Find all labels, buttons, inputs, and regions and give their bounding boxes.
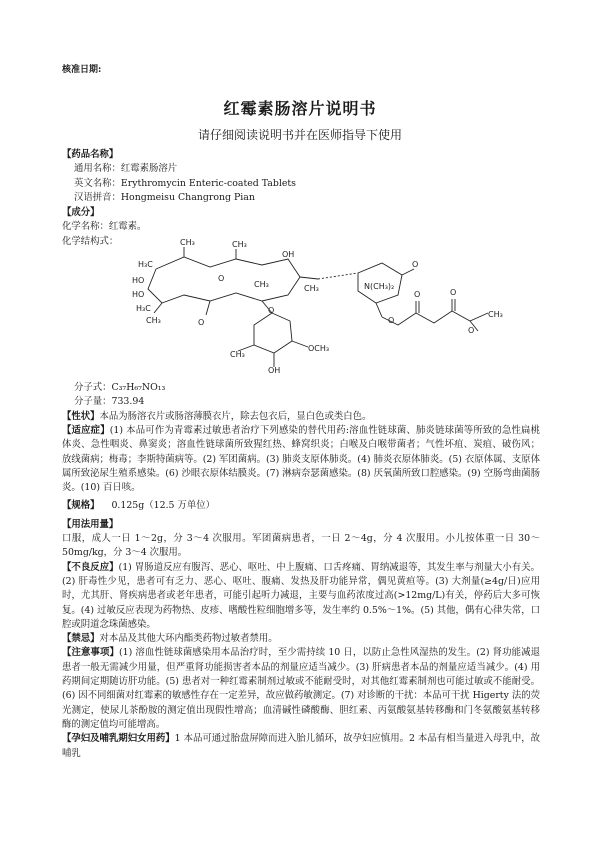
section-text-properties: 本品为肠溶衣片或肠溶薄膜衣片，除去包衣后，显白色或类白色。 [99,410,372,422]
chemical-name: 化学名称：红霉素。 [62,221,147,233]
molecular-formula: 分子式：C₃₇H₆₇NO₁₃ [74,382,166,394]
svg-text:CH₃: CH₃ [180,238,195,248]
svg-text:CH₃: CH₃ [488,310,503,320]
svg-text:O: O [198,318,205,328]
svg-text:OH: OH [282,250,295,260]
section-heading-strength: 【规格】 [62,500,100,512]
approval-date-label: 核准日期: [62,65,102,75]
svg-text:O: O [218,274,225,284]
section-pregnancy [62,732,540,761]
svg-text:O: O [414,290,421,300]
svg-text:O: O [388,316,395,326]
english-name: 英文名称：Erythromycin Enteric-coated Tablets [74,177,296,189]
svg-text:HO: HO [132,276,145,286]
section-dosage [62,518,540,561]
svg-text:O: O [268,306,275,316]
section-heading-indications: 【适应症】 [62,424,110,436]
svg-text:OCH₃: OCH₃ [308,344,330,354]
section-text-strength: 0.125g（12.5 万单位） [111,500,216,512]
section-heading-adverse: 【不良反应】 [62,561,119,573]
section-text-dosage: 口服，成人一日 1～2g，分 3～4 次服用。军团菌病患者，一日 2～4g，分 4 次服用。小儿按体重一日 30～50mg/kg，分 3～4 次服用。 [62,533,540,559]
document-body [62,147,540,761]
section-adverse [62,561,540,632]
section-properties [62,410,540,424]
molecular-weight: 分子量：733.94 [74,396,145,408]
svg-text:CH₃: CH₃ [254,280,269,290]
svg-text:H₃C: H₃C [138,260,153,270]
structure-label: 化学结构式： [62,235,119,247]
section-precautions [62,646,540,732]
section-heading-precautions: 【注意事项】 [62,647,119,659]
section-text-pregnancy: 1 本品可通过胎盘屏障而进入胎儿循环，故孕妇应慎用。2 本品有相当量进入母乳中，故哺乳 [62,733,540,759]
section-heading-ingredients: 【成分】 [62,207,100,219]
section-heading-properties: 【性状】 [62,410,100,422]
section-text-adverse: (1) 胃肠道反应有腹泻、恶心、呕吐、中上腹痛、口舌疼痛、胃纳减退等，其发生率与剂量大小有关。(2) 肝毒性少见，患者可有乏力、恶心、呕吐、腹痛、发热及肝功能异常，偶见黄疸等。(3) 大剂量(≥4g/日)应用时，尤其肝、肾疾病患者或老年患者，可能引起听力减退，主要与血药浓度过高(>12mg/L)有关，停药后大多可恢复。(4) 过敏反应表现为药物热、皮疹、嗜酸性粒细胞增多等，发生率约 0.5%～1%。(5) 其他，偶有心律失常，口腔或阴道念珠菌感染。 [62,561,540,630]
section-strength [62,499,540,513]
svg-text:O: O [450,288,457,298]
chemical-structure-drawing [132,238,512,376]
section-indications [62,424,540,495]
section-text-precautions: (1) 溶血性链球菌感染用本品治疗时，至少需持续 10 日，以防止急性风湿热的发生。(2) 肾功能减退患者一般无需减少用量，但严重肾功能损害者本品的剂量应适当减少。(3) 肝病患者本品的剂量应适当减少。(4) 用药期间定期随访肝功能。(5) 患者对一种红霉素制剂过敏或不能耐受时，对其他红霉素制剂也可能过敏或不能耐受。(6) 因不同细菌对红霉素的敏感性存在一定差异，故应做药敏测定。(7) 对诊断的干扰：本品可干扰 Higerty 法的荧光测定，使尿儿茶酚胺的测定值出现假性增高；血清碱性磷酸酶、胆红素、丙氨酸氨基转移酶和门冬氨酸氨基转移酶的测定值均可能增高。 [62,647,540,730]
pinyin-name: 汉语拼音：Hongmeisu Changrong Pian [74,191,255,203]
svg-text:HO: HO [132,290,145,300]
svg-text:H₃C: H₃C [136,304,151,314]
document-title: 红霉素肠溶片说明书 [223,99,377,118]
section-text-indications: (1) 本品可作为青霉素过敏患者治疗下列感染的替代用药:溶血性链球菌、肺炎链球菌等所致的急性扁桃体炎、急性咽炎、鼻窦炎；溶血性链球菌所致猩红热、蜂窝织炎；白喉及白喉带菌者；气性坏疽、炭疽、破伤风；放线菌病；梅毒；李斯特菌病等。(2) 军团菌病。(3) 肺炎支原体肺炎。(4) 肺炎衣原体肺炎。(5) 衣原体属、支原体属所致泌尿生殖系感染。(6) 沙眼衣原体结膜炎。(7) 淋病奈瑟菌感染。(8) 厌氧菌所致口腔感染。(9) 空肠弯曲菌肠炎。(10) 百日咳。 [62,424,540,494]
svg-text:N(CH₃)₂: N(CH₃)₂ [364,282,395,292]
svg-text:O: O [468,326,475,336]
svg-text:CH₃: CH₃ [304,284,319,294]
section-contraindications [62,632,540,646]
svg-text:CH₃: CH₃ [232,240,247,250]
section-heading-pregnancy: 【孕妇及哺乳期妇女用药】 [62,733,175,745]
svg-text:CH₃: CH₃ [146,316,161,326]
svg-text:O: O [412,260,419,270]
document-subtitle: 请仔细阅读说明书并在医师指导下使用 [197,128,402,142]
svg-text:CH₃: CH₃ [230,350,245,360]
section-heading-dosage: 【用法用量】 [62,518,119,530]
section-heading-drug-name: 【药品名称】 [62,149,119,160]
svg-text:OH: OH [268,366,281,376]
section-text-contraindications: 对本品及其他大环内酯类药物过敏者禁用。 [99,633,278,645]
generic-name: 通用名称：红霉素肠溶片 [74,163,178,175]
section-heading-contraindications: 【禁忌】 [62,633,100,645]
